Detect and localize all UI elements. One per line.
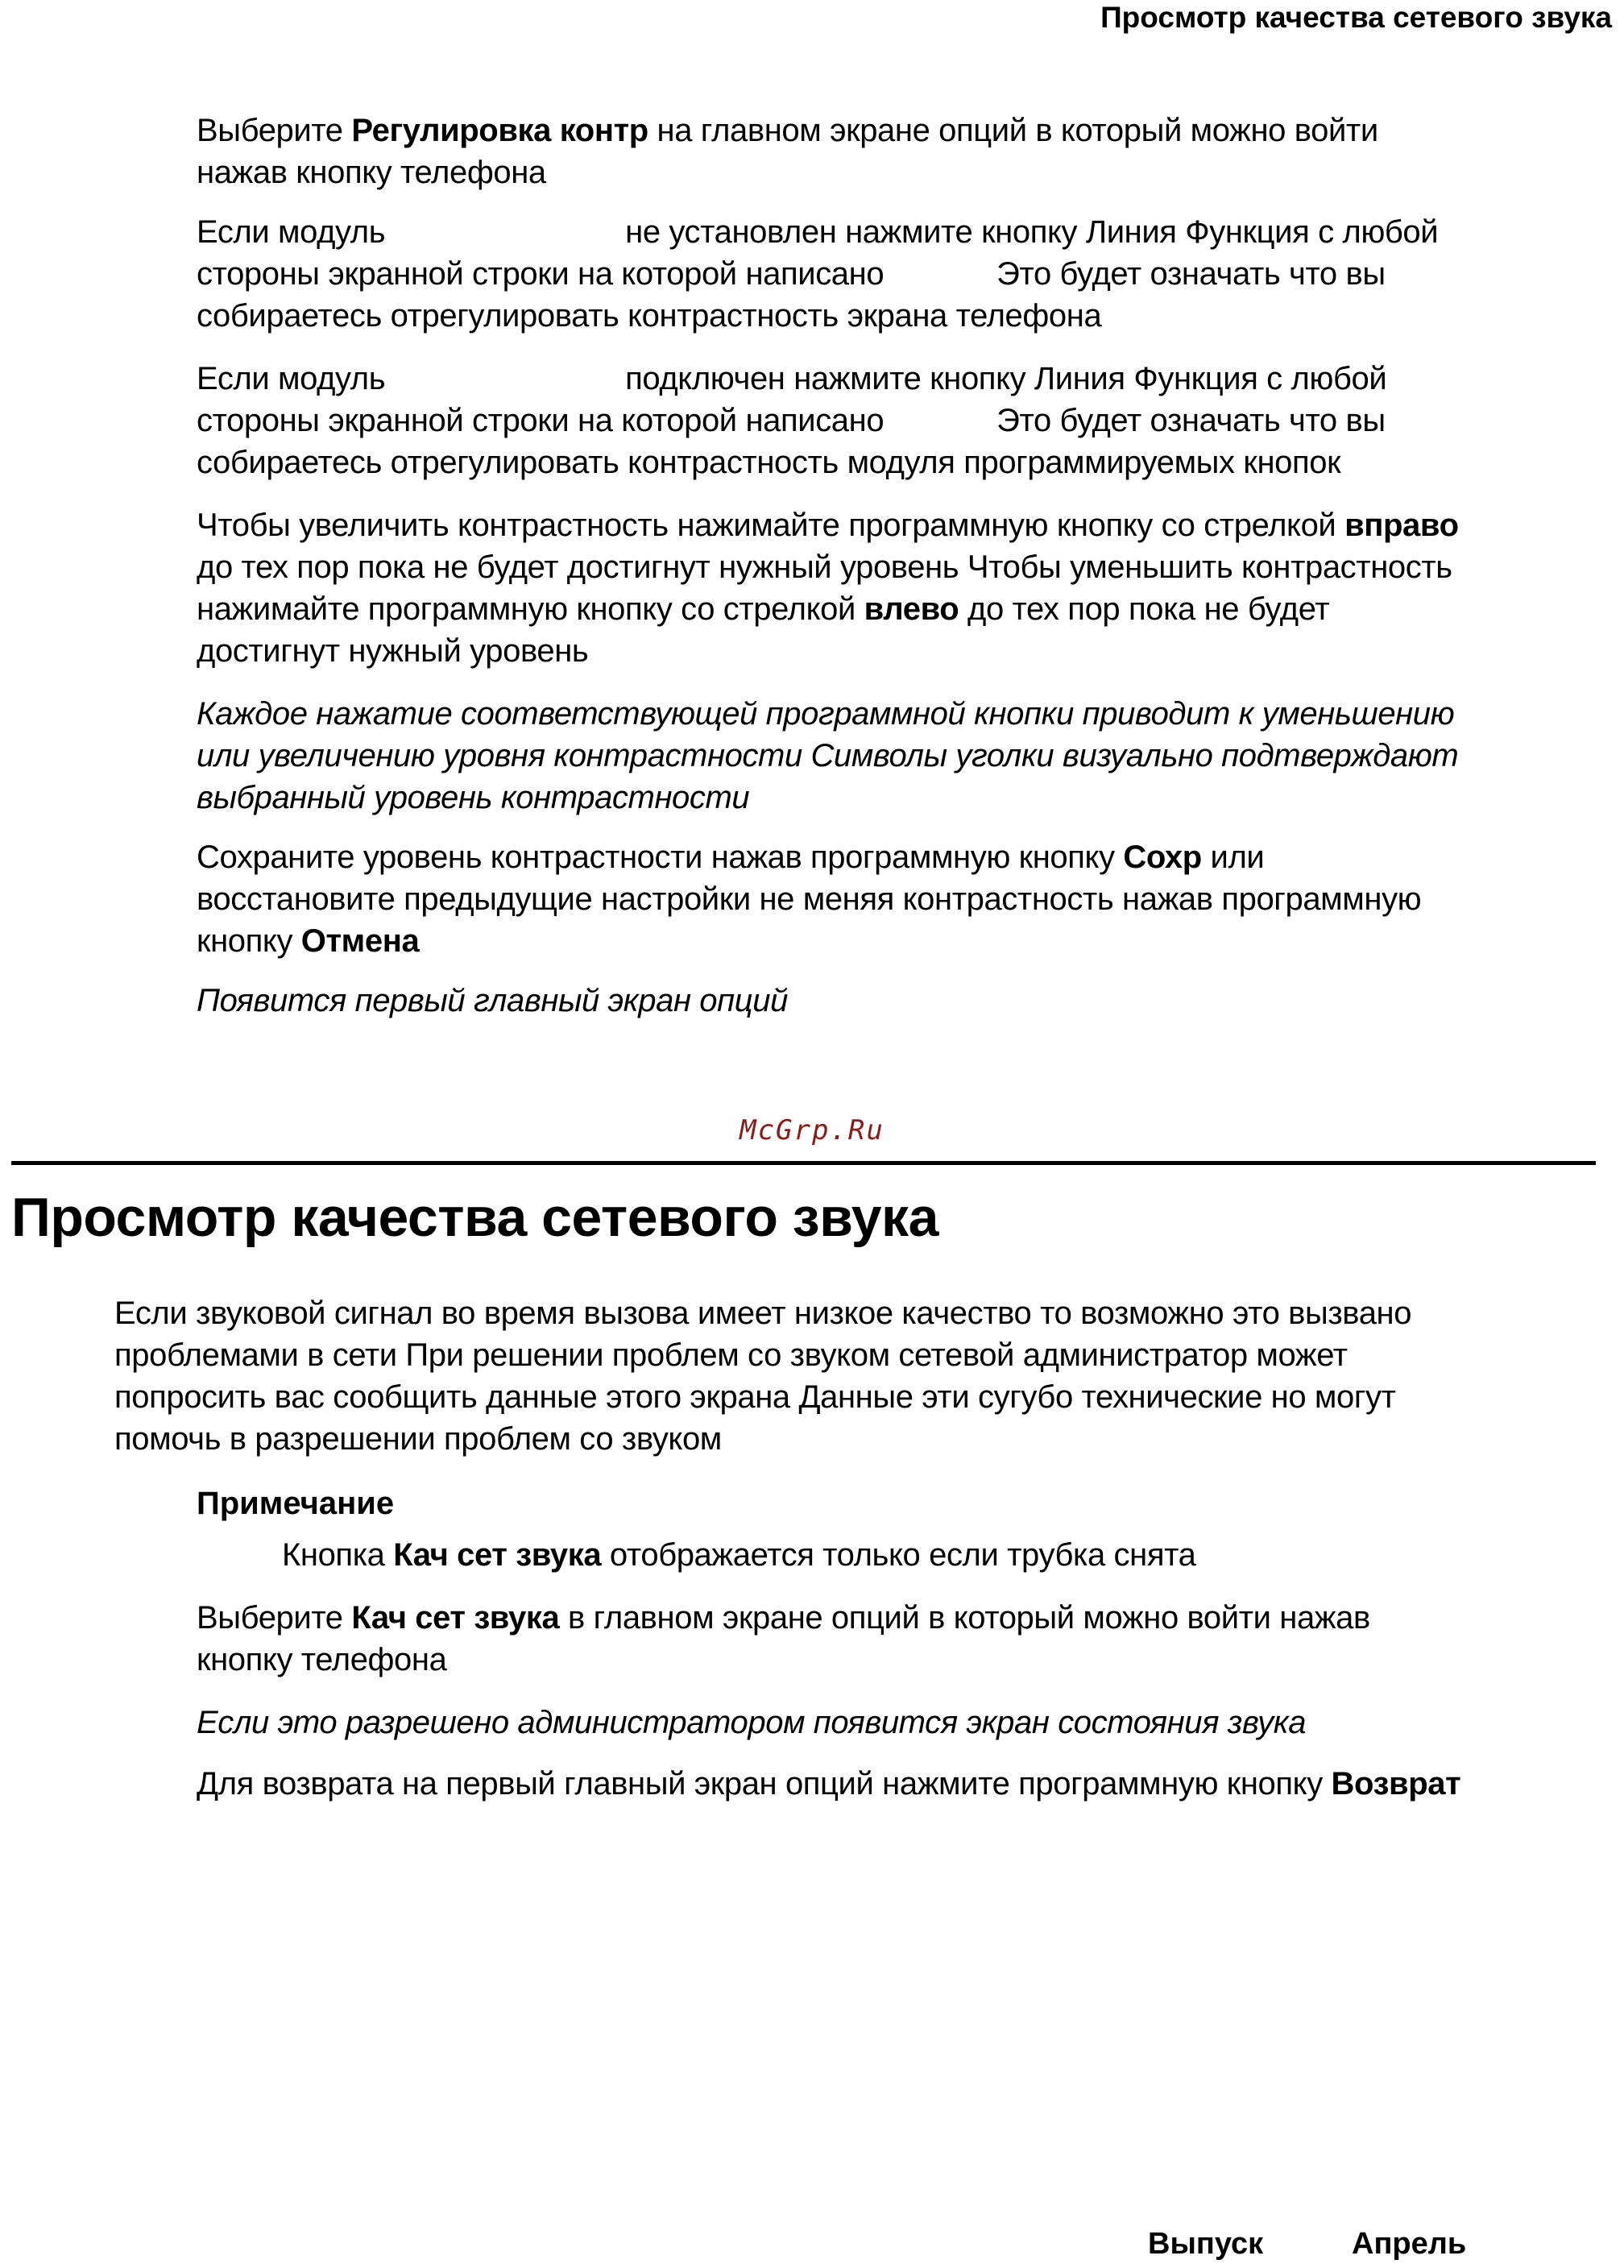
key-term: Кач сет звука — [351, 1600, 560, 1636]
contrast-step-adjust-result — [197, 693, 1458, 819]
footer-release: Выпуск — [1148, 2227, 1264, 2261]
text: Это будет означать что вы — [996, 256, 1386, 292]
text: Появится первый главный экран опций — [197, 983, 788, 1018]
key-term: Кач сет звука — [393, 1537, 602, 1573]
text: помочь в разрешении проблем со звуком — [114, 1421, 722, 1457]
text: Выберите — [197, 1600, 352, 1636]
running-header: Просмотр качества сетевого звука — [1100, 1, 1612, 34]
text: кнопку — [197, 923, 301, 959]
text: до тех пор пока не будет — [959, 591, 1330, 627]
text: Если модуль — [197, 361, 386, 396]
contrast-step-module — [197, 358, 1386, 483]
text: собираетесь отрегулировать контрастность экрана телефона — [197, 298, 1102, 334]
contrast-step-save-result — [197, 980, 788, 1022]
section-divider — [11, 1161, 1596, 1165]
contrast-step-save — [197, 836, 1421, 962]
text: выбранный уровень контрастности — [197, 780, 750, 815]
text: Кнопка — [282, 1537, 394, 1573]
text: или — [1201, 840, 1265, 875]
text: стороны экранной строки на которой написано — [197, 256, 884, 292]
text: отображается только если трубка снята — [601, 1537, 1196, 1573]
text: Выберите — [197, 113, 352, 148]
section-title: Просмотр качества сетевого звука — [11, 1187, 938, 1248]
text: Для возврата на первый главный экран опций нажмите программную кнопку — [197, 1766, 1332, 1802]
footer-month: Апрель — [1352, 2227, 1467, 2261]
note-body — [282, 1534, 1195, 1576]
section-intro — [114, 1292, 1411, 1460]
text: или увеличению уровня контрастности Символы уголки визуально подтверждают — [197, 738, 1459, 773]
key-term: вправо — [1344, 508, 1459, 543]
quality-step-select-result — [197, 1702, 1306, 1743]
quality-step-select — [197, 1597, 1370, 1681]
text: восстановите предыдущие настройки не меняя контрастность нажав программную — [197, 881, 1422, 917]
quality-step-return — [197, 1763, 1460, 1805]
menu-term: Регулировка контр — [351, 113, 648, 148]
text: проблемами в сети При решении проблем со звуком сетевой администратор может — [114, 1337, 1348, 1373]
key-term: Отмена — [300, 923, 420, 959]
text: собираетесь отрегулировать контрастность модуля программируемых кнопок — [197, 445, 1341, 480]
text: попросить вас сообщить данные этого экрана Данные эти сугубо технические но могут — [114, 1379, 1396, 1415]
text: нажав кнопку телефона — [197, 155, 546, 190]
key-term: Сохр — [1123, 840, 1202, 875]
text: в главном экране опций в который можно войти нажав — [559, 1600, 1370, 1636]
contrast-step-select — [197, 110, 1378, 193]
text: нажимайте программную кнопку со стрелкой — [197, 591, 864, 627]
text: Если это разрешено администратором появится экран состояния звука — [197, 1705, 1307, 1740]
contrast-step-phone — [197, 211, 1438, 337]
key-term: влево — [864, 591, 959, 627]
text: подключен нажмите кнопку Линия Функция с любой — [625, 361, 1387, 396]
text: Если звуковой сигнал во время вызова имеет низкое качество то возможно это вызвано — [114, 1296, 1412, 1331]
text: Это будет означать что вы — [996, 403, 1386, 438]
text: Сохраните уровень контрастности нажав программную кнопку — [197, 840, 1124, 875]
note-title: Примечание — [197, 1486, 395, 1521]
text: до тех пор пока не будет достигнут нужный уровень Чтобы уменьшить контрастность — [197, 549, 1452, 585]
text: достигнут нужный уровень — [197, 633, 589, 669]
text: Чтобы увеличить контрастность нажимайте программную кнопку со стрелкой — [197, 508, 1345, 543]
text: кнопку телефона — [197, 1642, 447, 1677]
text: Если модуль — [197, 214, 386, 250]
contrast-step-adjust — [197, 504, 1459, 672]
key-term: Возврат — [1331, 1766, 1461, 1802]
text: Каждое нажатие соответствующей программной кнопки приводит к уменьшению — [197, 696, 1455, 732]
watermark: McGrp.Ru — [740, 1114, 884, 1146]
text: на главном экране опций в который можно войти — [648, 113, 1378, 148]
text: стороны экранной строки на которой написано — [197, 403, 884, 438]
text: не установлен нажмите кнопку Линия Функция с любой — [625, 214, 1439, 250]
